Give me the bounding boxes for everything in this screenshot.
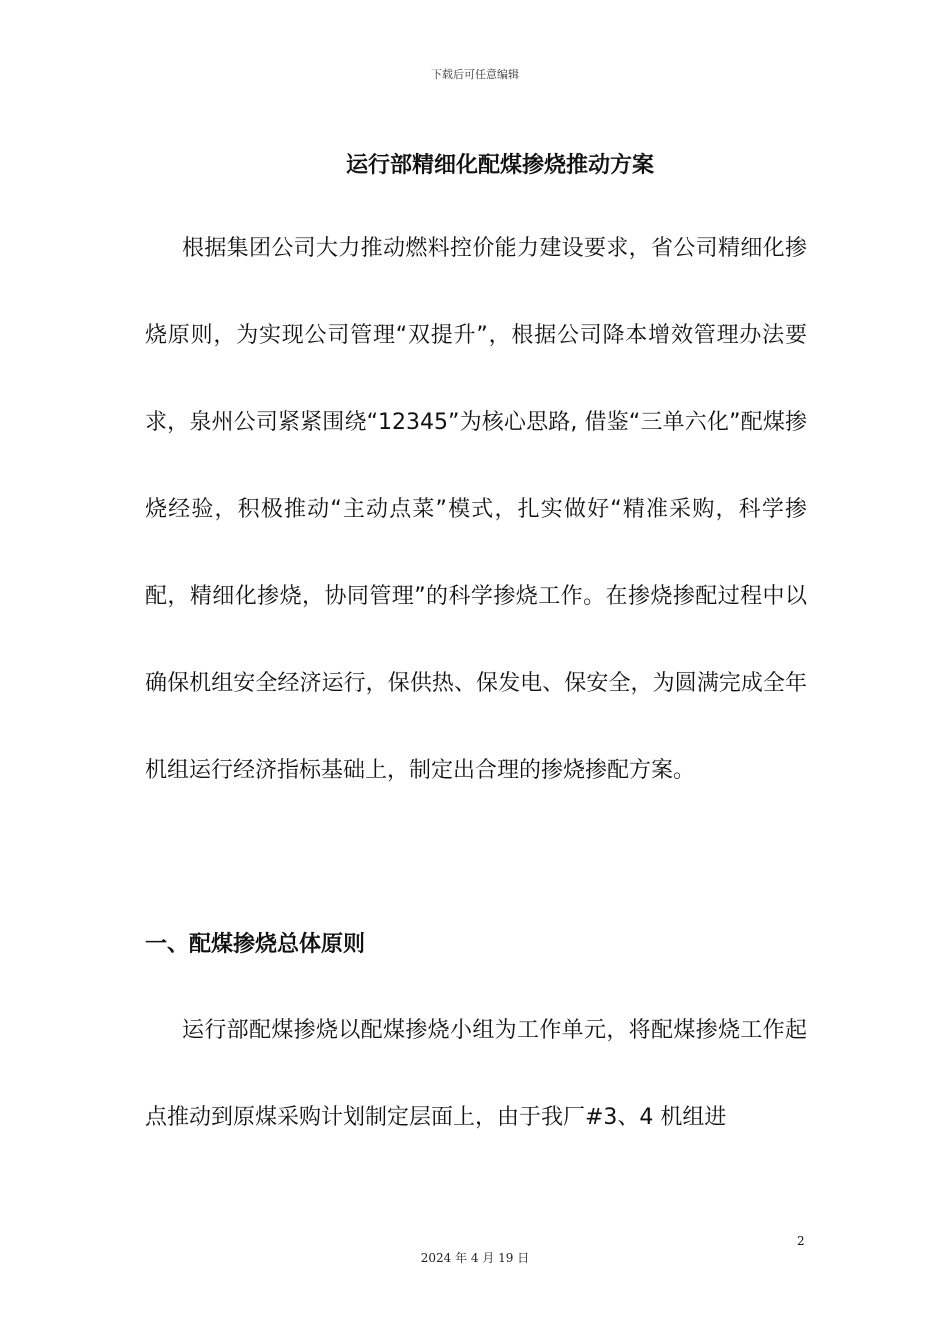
intro-paragraph: 根据集团公司大力推动燃料控价能力建设要求，省公司精细化掺烧原则，为实现公司管理“双提升”，根据公司降本增效管理办法要求，泉州公司紧紧围绕“12345”为核心思路, 借鉴“三单六化”配煤掺烧经验，积极推动“主动点菜”模式，扎实做好“精准采购，科学掺配，精细化掺烧，协同管理”的科学掺烧工作。在掺烧掺配过程中以确保机组安全经济运行，保供热、保发电、保安全，为圆满完成全年机组运行经济指标基础上，制定出合理的掺烧掺配方案。 xyxy=(145,236,807,783)
footer-date: 2024 年 4 月 19 日 xyxy=(420,1251,530,1265)
document-title: 运行部精细化配煤掺烧推动方案 xyxy=(345,153,654,178)
section-heading-1: 一、配煤掺烧总体原则 xyxy=(145,932,366,957)
header-note: 下载后可任意编辑 xyxy=(431,68,519,81)
page-number: 2 xyxy=(797,1234,805,1248)
section-1-paragraph: 运行部配煤掺烧以配煤掺烧小组为工作单元，将配煤掺烧工作起点推动到原煤采购计划制定层面上，由于我厂#3、4 机组进 xyxy=(145,1018,807,1130)
